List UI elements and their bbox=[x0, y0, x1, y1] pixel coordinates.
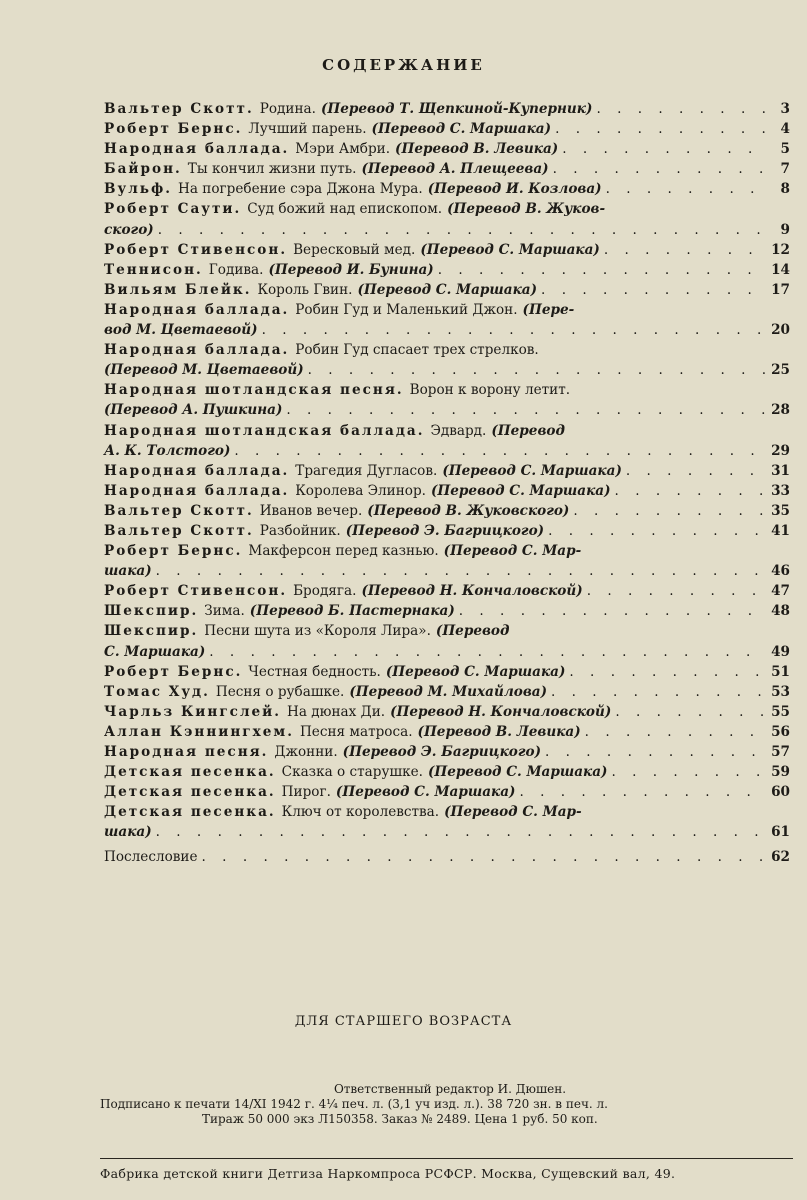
dot-leader bbox=[156, 561, 766, 581]
toc-entry-line bbox=[104, 260, 790, 280]
toc-entry-line bbox=[104, 722, 790, 742]
toc-translator: (Перевод Э. Багрицкого) bbox=[342, 744, 541, 760]
toc-work-title: Макферсон перед казнью. bbox=[248, 543, 439, 560]
toc-page-number: 48 bbox=[771, 603, 790, 620]
toc-page-number: 61 bbox=[771, 824, 790, 841]
toc-work-title: Песни шута из «Короля Лира». bbox=[204, 623, 431, 640]
toc-author: Роберт Бернс. bbox=[104, 121, 243, 138]
toc-entry bbox=[104, 99, 790, 119]
toc-author: Вульф. bbox=[104, 181, 172, 198]
toc-work-title: Ключ от королевства. bbox=[281, 804, 440, 821]
toc-page-number: 4 bbox=[780, 121, 790, 138]
toc-translator-cont: шака) bbox=[104, 563, 152, 580]
dot-leader bbox=[262, 320, 766, 340]
toc-author: Народная баллада. bbox=[104, 141, 290, 158]
toc-work-title: Суд божий над епископом. bbox=[247, 201, 443, 218]
dot-leader bbox=[596, 99, 766, 119]
toc-translator: (Перевод М. Михайлова) bbox=[349, 683, 548, 700]
toc-translator: (Перевод С. Мар- bbox=[444, 804, 582, 821]
toc-author: Детская песенка. bbox=[104, 804, 276, 821]
toc-work-title: Мэри Амбри. bbox=[295, 141, 391, 158]
dot-leader bbox=[587, 581, 766, 601]
toc-translator-cont: (Перевод М. Цветаевой) bbox=[104, 362, 304, 379]
toc-entry-line bbox=[104, 340, 790, 360]
toc-entry-line bbox=[104, 199, 790, 219]
toc-entry-line bbox=[104, 159, 790, 179]
dot-leader bbox=[555, 119, 766, 139]
toc-work-title: Бродяга. bbox=[293, 583, 357, 600]
toc-entry bbox=[104, 682, 790, 702]
toc-page-number: 62 bbox=[771, 849, 790, 866]
toc-translator: (Перевод В. Жуков- bbox=[447, 201, 606, 218]
toc-author: Томас Худ. bbox=[104, 683, 210, 700]
toc-entry-line bbox=[104, 119, 790, 139]
toc-entry-line bbox=[104, 380, 790, 400]
toc-entry bbox=[104, 300, 790, 340]
toc-author: Вальтер Скотт. bbox=[104, 522, 254, 539]
toc-author: Чарльз Кингслей. bbox=[104, 703, 281, 720]
toc-page-number: 51 bbox=[771, 663, 790, 680]
toc-work-title: Королева Элинор. bbox=[295, 482, 426, 499]
toc-translator: (Перевод Б. Пастернака) bbox=[249, 603, 455, 620]
toc-translator-cont: С. Маршака) bbox=[104, 643, 206, 660]
toc-entry bbox=[104, 179, 790, 199]
page-title: СОДЕРЖАНИЕ bbox=[322, 56, 485, 74]
toc-work-title: Ты кончил жизни путь. bbox=[187, 161, 357, 178]
toc-work-title: Пирог. bbox=[281, 784, 331, 801]
toc-page-number: 28 bbox=[771, 402, 790, 419]
toc-entry bbox=[104, 581, 790, 601]
toc-translator: (Перевод С. Маршака) bbox=[427, 764, 608, 781]
toc-entry bbox=[104, 762, 790, 782]
toc-author: Роберт Стивенсон. bbox=[104, 583, 288, 600]
toc-author: Народная баллада. bbox=[104, 342, 290, 359]
dot-leader bbox=[585, 722, 766, 742]
toc-entry bbox=[104, 139, 790, 159]
toc-page-number: 35 bbox=[771, 502, 790, 519]
toc-entry-continuation bbox=[104, 400, 790, 420]
toc-page-number: 60 bbox=[771, 784, 790, 801]
dot-leader bbox=[541, 280, 766, 300]
toc-entry bbox=[104, 340, 790, 380]
toc-translator: (Перевод С. Маршака) bbox=[357, 281, 538, 298]
toc-author: Детская песенка. bbox=[104, 784, 276, 801]
dot-leader bbox=[573, 501, 766, 521]
toc-afterword-label: Послесловие bbox=[104, 849, 198, 866]
toc-entry bbox=[104, 662, 790, 682]
toc-work-title: Зима. bbox=[204, 603, 245, 620]
toc-page-number: 55 bbox=[771, 703, 790, 720]
toc-author: Вильям Блейк. bbox=[104, 281, 252, 298]
dot-leader bbox=[158, 220, 766, 240]
toc-author: Вальтер Скотт. bbox=[104, 502, 254, 519]
toc-entry-line bbox=[104, 782, 790, 802]
toc-entry-line bbox=[104, 802, 790, 822]
toc-translator: (Перевод С. Маршака) bbox=[431, 482, 611, 499]
toc-entry bbox=[104, 280, 790, 300]
toc-translator: (Пере- bbox=[522, 301, 575, 318]
toc-entry-line bbox=[104, 541, 790, 561]
toc-author: Народная шотландская песня. bbox=[104, 382, 404, 399]
toc-entry-continuation bbox=[104, 642, 790, 662]
dot-leader bbox=[459, 601, 766, 621]
dot-leader bbox=[209, 642, 766, 662]
dot-leader bbox=[553, 159, 766, 179]
dot-leader bbox=[286, 400, 766, 420]
toc-page-number: 8 bbox=[780, 181, 790, 198]
toc-entry-line bbox=[104, 581, 790, 601]
toc-translator: (Перевод С. Маршака) bbox=[442, 462, 622, 479]
imprint-editor: Ответственный редактор И. Дюшен. bbox=[333, 1082, 567, 1096]
toc-page-number: 46 bbox=[771, 563, 790, 580]
toc-entry-line bbox=[104, 621, 790, 641]
toc-entry bbox=[104, 421, 790, 461]
dot-leader bbox=[606, 179, 766, 199]
toc-author: Народная шотландская баллада. bbox=[104, 422, 425, 439]
dot-leader bbox=[569, 662, 766, 682]
toc-entry bbox=[104, 521, 790, 541]
toc-translator: (Перевод И. Бунина) bbox=[268, 261, 434, 278]
toc-author: Роберт Стивенсон. bbox=[104, 241, 288, 258]
toc-entry bbox=[104, 461, 790, 481]
toc-entry-line bbox=[104, 300, 790, 320]
toc-author: Шекспир. bbox=[104, 623, 199, 640]
toc-afterword bbox=[104, 849, 790, 865]
toc-work-title: Родина. bbox=[259, 101, 316, 117]
toc-author: Роберт Саути. bbox=[104, 201, 242, 218]
toc-entry-line bbox=[104, 481, 790, 501]
toc-translator: (Перевод bbox=[435, 623, 510, 640]
toc-entry-line bbox=[104, 501, 790, 521]
toc-page-number: 9 bbox=[780, 221, 790, 238]
toc-page-number: 17 bbox=[771, 281, 790, 298]
imprint-run-info: Тираж 50 000 экз Л150358. Заказ № 2489. Цена 1 руб. 50 коп. bbox=[202, 1112, 598, 1126]
toc-entry-line bbox=[104, 99, 790, 119]
toc-entry-line bbox=[104, 601, 790, 621]
toc-translator: (Перевод В. Левика) bbox=[395, 141, 559, 158]
toc-entry bbox=[104, 260, 790, 280]
toc-author: Теннисон. bbox=[104, 261, 203, 278]
imprint bbox=[100, 1082, 800, 1127]
toc-author: Вальтер Скотт. bbox=[104, 101, 254, 117]
toc-entry bbox=[104, 199, 790, 239]
toc-entry-line bbox=[104, 139, 790, 159]
toc-page-number: 25 bbox=[771, 362, 790, 379]
dot-leader bbox=[604, 240, 766, 260]
toc-translator: (Перевод Н. Кончаловской) bbox=[390, 703, 612, 720]
dot-leader bbox=[545, 742, 766, 762]
toc-translator: (Перевод С. Маршака) bbox=[371, 121, 552, 138]
toc-translator: (Перевод Э. Багрицкого) bbox=[345, 522, 545, 539]
toc-page-number: 29 bbox=[771, 442, 790, 459]
toc-work-title: Ворон к ворону летит. bbox=[409, 382, 571, 399]
dot-leader bbox=[626, 461, 766, 481]
toc-entry bbox=[104, 240, 790, 260]
printer-info: Фабрика детской книги Детгиза Наркомпроса РСФСР. Москва, Сущевский вал, 49. bbox=[100, 1166, 676, 1181]
toc-translator-cont: шака) bbox=[104, 824, 152, 841]
toc-entry bbox=[104, 722, 790, 742]
toc-translator: (Перевод В. Жуковского) bbox=[367, 502, 570, 519]
toc-entry-continuation bbox=[104, 360, 790, 380]
dot-leader bbox=[202, 849, 766, 865]
dot-leader bbox=[551, 682, 766, 702]
toc-page-number: 57 bbox=[771, 744, 790, 760]
dot-leader bbox=[156, 822, 766, 842]
toc-page-number: 12 bbox=[771, 241, 790, 258]
toc-work-title: Лучший парень. bbox=[248, 121, 367, 138]
toc-entry-line bbox=[104, 461, 790, 481]
toc-entry-line bbox=[104, 762, 790, 782]
toc-entry bbox=[104, 601, 790, 621]
toc-entry bbox=[104, 159, 790, 179]
toc-work-title: Король Гвин. bbox=[257, 281, 353, 298]
toc-page-number: 56 bbox=[771, 723, 790, 740]
toc-translator: (Перевод А. Плещеева) bbox=[361, 161, 549, 178]
toc-page-number: 14 bbox=[771, 261, 790, 278]
toc-page-number: 7 bbox=[780, 161, 790, 178]
toc-translator: (Перевод С. Маршака) bbox=[385, 663, 566, 680]
dot-leader bbox=[234, 441, 766, 461]
toc-entry-line bbox=[104, 662, 790, 682]
toc-translator-cont: А. К. Толстого) bbox=[104, 442, 231, 459]
toc-author: Роберт Бернс. bbox=[104, 663, 243, 680]
toc-author: Детская песенка. bbox=[104, 764, 276, 781]
toc-entry bbox=[104, 541, 790, 581]
toc-entry-continuation bbox=[104, 822, 790, 842]
toc-author: Народная баллада. bbox=[104, 462, 290, 479]
dot-leader bbox=[615, 481, 766, 501]
toc-work-title: Робин Гуд спасает трех стрелков. bbox=[295, 342, 539, 359]
toc-work-title: Честная бедность. bbox=[248, 663, 381, 680]
toc-work-title: Иванов вечер. bbox=[259, 502, 363, 519]
toc-author: Байрон. bbox=[104, 161, 182, 178]
toc-translator-cont: вод М. Цветаевой) bbox=[104, 322, 258, 339]
toc-translator-cont: (Перевод А. Пушкина) bbox=[104, 402, 283, 419]
toc-entry-line bbox=[104, 682, 790, 702]
toc-entry bbox=[104, 380, 790, 420]
toc-translator: (Перевод Н. Кончаловской) bbox=[361, 583, 583, 600]
toc-work-title: Робин Гуд и Маленький Джон. bbox=[295, 301, 518, 318]
toc-page-number: 3 bbox=[780, 101, 790, 117]
toc-work-title: На погребение сэра Джона Мура. bbox=[178, 181, 423, 198]
toc-author: Народная баллада. bbox=[104, 482, 290, 499]
toc-entry-line bbox=[104, 421, 790, 441]
toc-page-number: 49 bbox=[771, 643, 790, 660]
toc-entry-line bbox=[104, 702, 790, 722]
toc-work-title: Годива. bbox=[208, 261, 264, 278]
toc-work-title: Вересковый мед. bbox=[293, 241, 416, 258]
toc-entry bbox=[104, 119, 790, 139]
toc-entry-line bbox=[104, 179, 790, 199]
toc-entry-continuation bbox=[104, 320, 790, 340]
toc-entry-continuation bbox=[104, 220, 790, 240]
dot-leader bbox=[519, 782, 766, 802]
toc-page-number: 47 bbox=[771, 583, 790, 600]
toc-author: Шекспир. bbox=[104, 603, 199, 620]
toc-work-title: Песня матроса. bbox=[299, 723, 413, 740]
toc-page-number: 20 bbox=[771, 322, 790, 339]
dot-leader bbox=[562, 139, 766, 159]
toc-author: Народная баллада. bbox=[104, 301, 290, 318]
toc-page-number: 31 bbox=[771, 462, 790, 479]
dot-leader bbox=[548, 521, 766, 541]
toc-page-number: 33 bbox=[771, 482, 790, 499]
toc-entry-line bbox=[104, 280, 790, 300]
age-note: ДЛЯ СТАРШЕГО ВОЗРАСТА bbox=[294, 1014, 513, 1029]
imprint-print-info: Подписано к печати 14/XI 1942 г. 4¼ печ. л. (3,1 уч изд. л.). 38 720 зн. в печ. л. bbox=[100, 1097, 608, 1111]
toc-translator: (Перевод С. Маршака) bbox=[420, 241, 600, 258]
dot-leader bbox=[308, 360, 766, 380]
toc-translator-cont: ского) bbox=[104, 221, 154, 238]
dot-leader bbox=[612, 762, 767, 782]
toc-work-title: Песня о рубашке. bbox=[215, 683, 345, 700]
toc-work-title: Трагедия Дугласов. bbox=[295, 462, 438, 479]
toc-translator: (Перевод Т. Щепкиной-Куперник) bbox=[320, 101, 593, 117]
toc-entry bbox=[104, 782, 790, 802]
toc-page-number: 41 bbox=[771, 522, 790, 539]
toc-entry-continuation bbox=[104, 441, 790, 461]
toc-entry-line bbox=[104, 240, 790, 260]
toc-author: Роберт Бернс. bbox=[104, 543, 243, 560]
dot-leader bbox=[615, 702, 766, 722]
toc-author: Народная песня. bbox=[104, 744, 269, 760]
toc-translator: (Перевод С. Маршака) bbox=[335, 784, 516, 801]
divider bbox=[100, 1158, 793, 1159]
table-of-contents bbox=[104, 99, 790, 865]
toc-entry bbox=[104, 702, 790, 722]
toc-page-number: 5 bbox=[780, 141, 790, 158]
toc-author: Аллан Кэннингхем. bbox=[104, 723, 294, 740]
toc-page-number: 53 bbox=[771, 683, 790, 700]
toc-work-title: На дюнах Ди. bbox=[287, 703, 386, 720]
toc-entry-line bbox=[104, 742, 790, 762]
toc-entry bbox=[104, 802, 790, 842]
toc-entry bbox=[104, 501, 790, 521]
dot-leader bbox=[438, 260, 766, 280]
toc-page-number: 59 bbox=[771, 764, 790, 781]
toc-work-title: Разбойник. bbox=[259, 522, 341, 539]
toc-entry bbox=[104, 742, 790, 762]
toc-translator: (Перевод bbox=[491, 422, 565, 439]
toc-entry bbox=[104, 621, 790, 661]
toc-translator: (Перевод В. Левика) bbox=[417, 723, 581, 740]
toc-work-title: Сказка о старушке. bbox=[281, 764, 423, 781]
toc-entry-continuation bbox=[104, 561, 790, 581]
toc-entry-line bbox=[104, 521, 790, 541]
toc-translator: (Перевод С. Мар- bbox=[443, 543, 582, 560]
toc-work-title: Джонни. bbox=[274, 744, 338, 760]
toc-work-title: Эдвард. bbox=[430, 422, 487, 439]
toc-translator: (Перевод И. Козлова) bbox=[427, 181, 602, 198]
toc-entry bbox=[104, 481, 790, 501]
